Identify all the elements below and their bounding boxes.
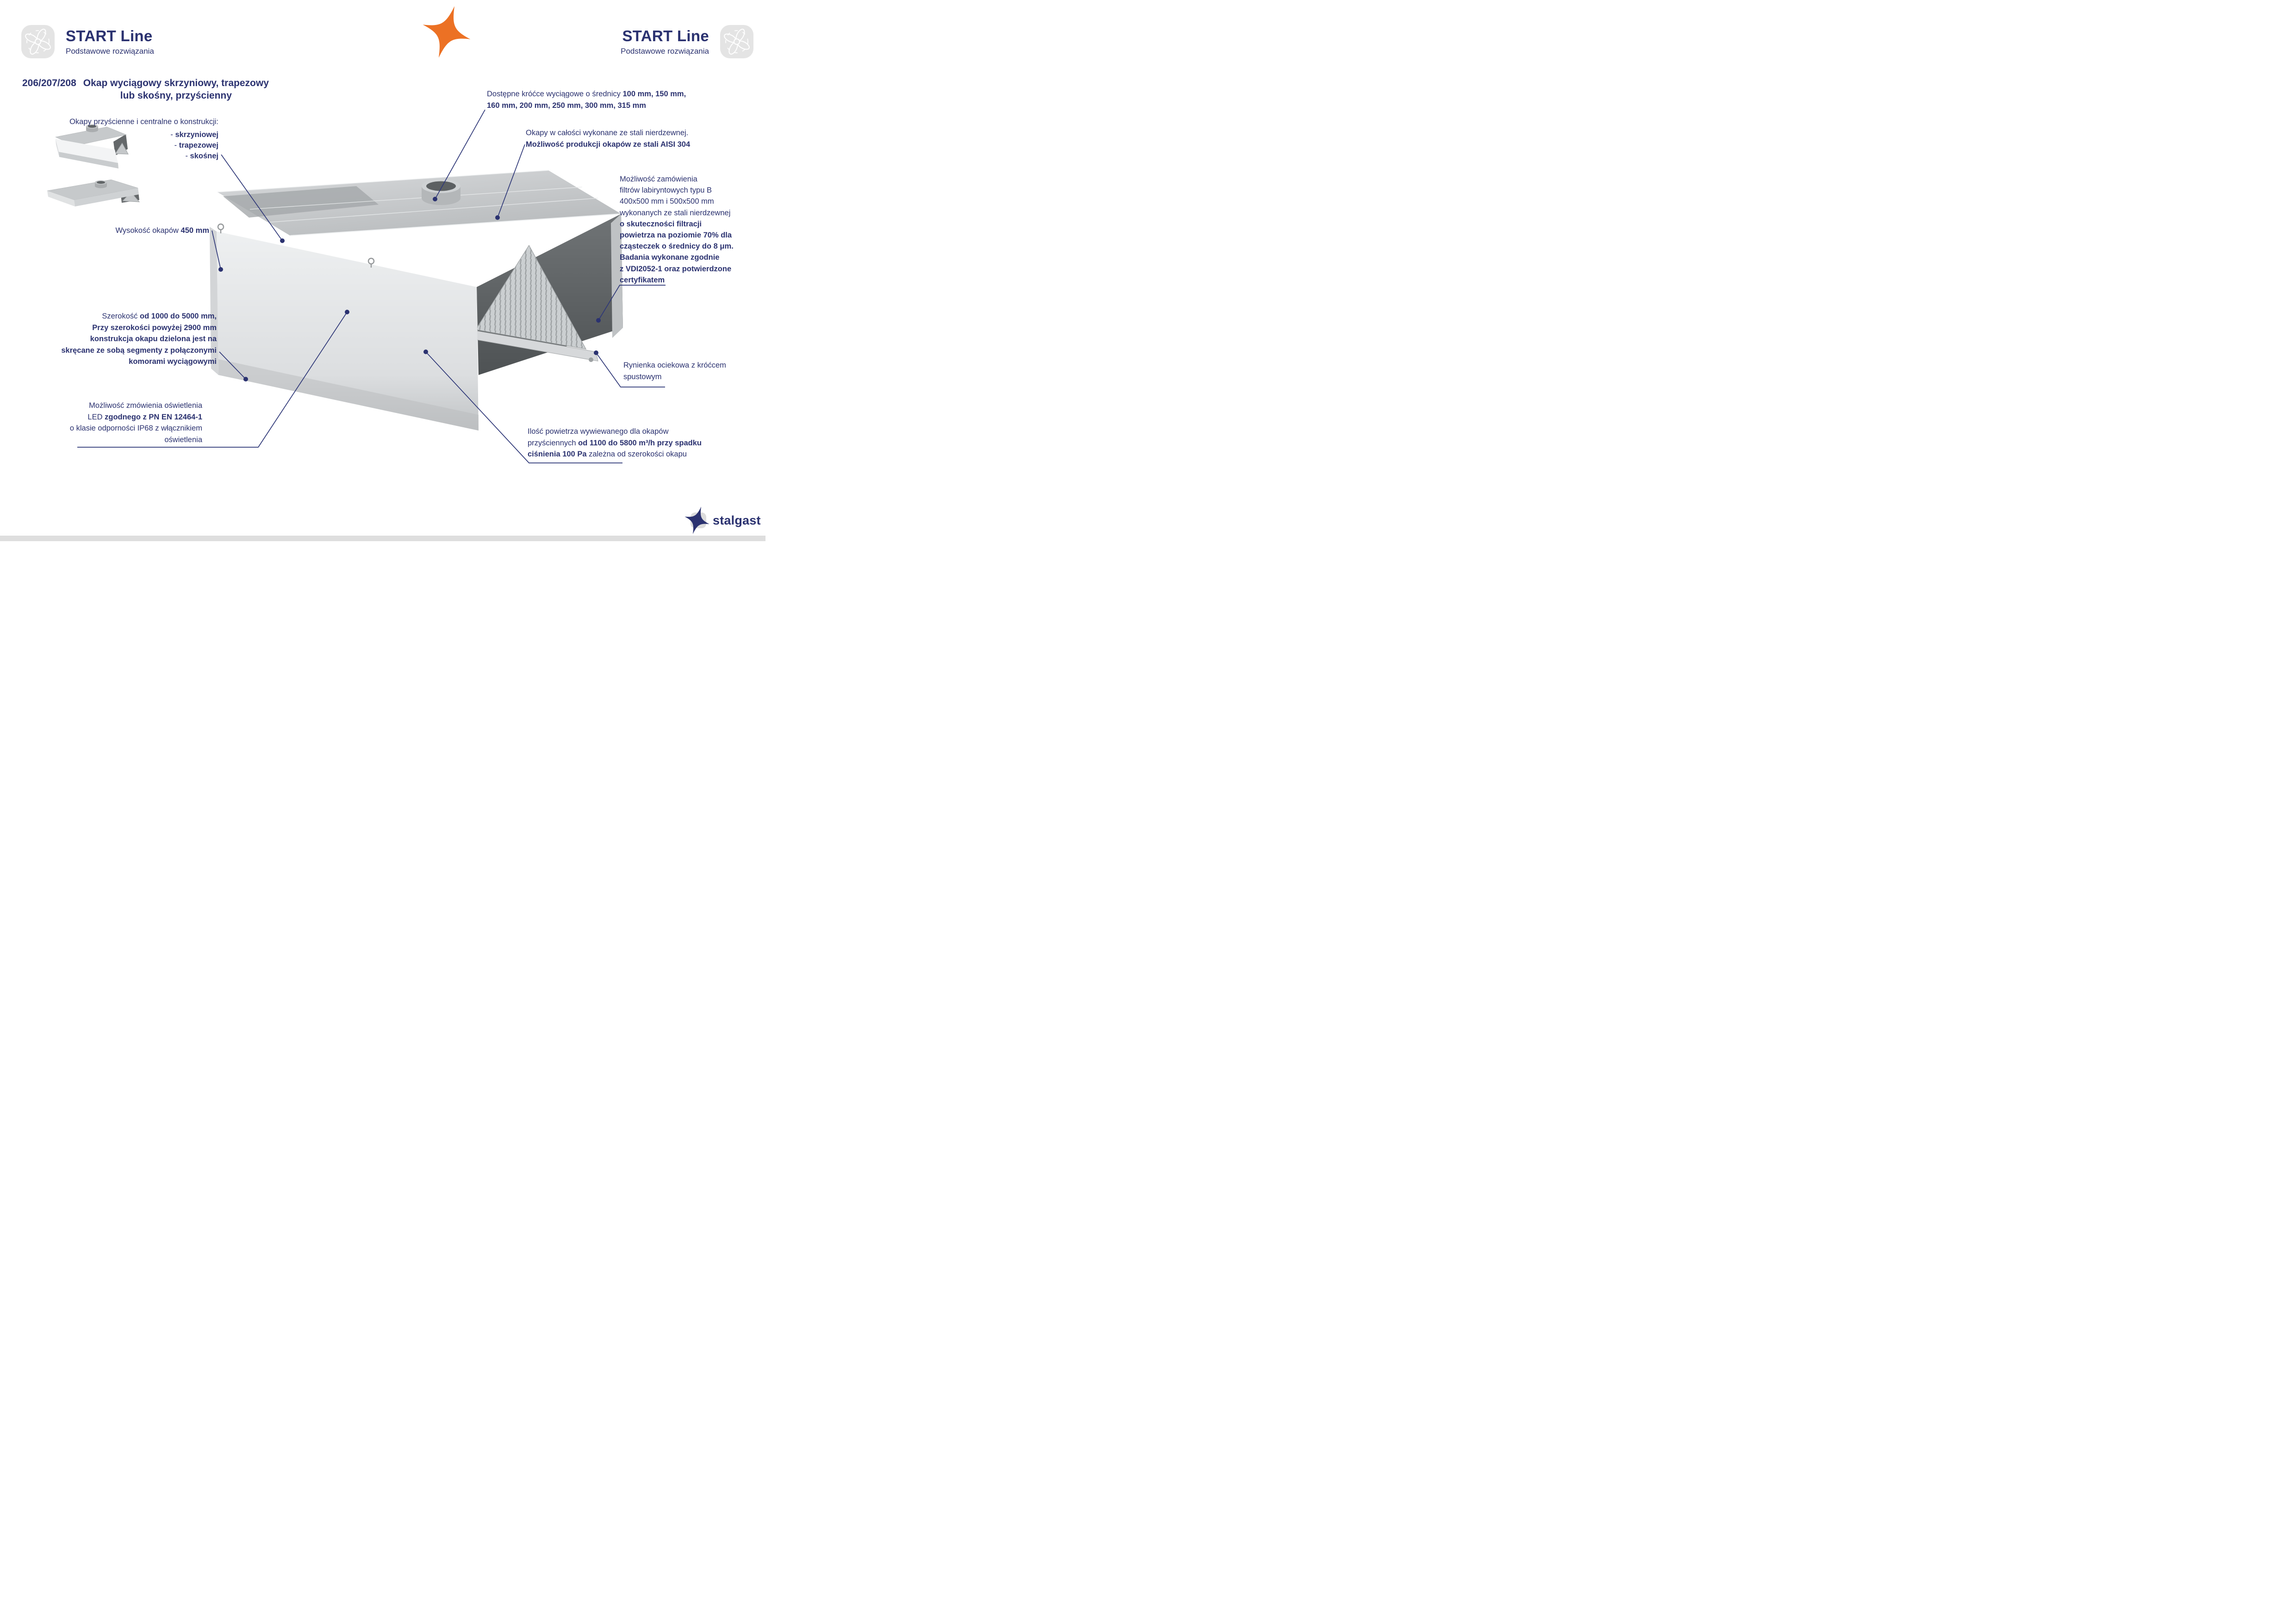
annotation-construction: Okapy przyścienne i centralne o konstrukcji: - skrzyniowej - trapezowej - skośnej — [69, 118, 218, 160]
product-title-line2: lub skośny, przyścienny — [120, 90, 232, 101]
annotation-led-lighting: Możliwość zmówienia oświetlenia LED zgodnego z PN EN 12464-1 o klasie odporności IP68 z włącznikiem oświetlenia — [69, 401, 202, 444]
header-left-text — [66, 27, 154, 56]
product-code: 206/207/208 — [22, 78, 76, 88]
catalog-page — [0, 0, 765, 541]
page-subtitle-right: Podstawowe rozwiązania — [621, 46, 709, 56]
annotation-width: Szerokość od 1000 do 5000 mm, Przy szerokości powyżej 2900 mm konstrukcja okapu dzielona jest na skręcane ze sobą segmenty z połączonymi komorami wyciągowymi — [61, 312, 217, 366]
annotation-filters: Możliwość zamówienia filtrów labiryntowych typu B 400x500 mm i 500x500 mm wykonanych ze stali nierdzewnej o skuteczności filtracji powietrza na poziomie 70% dla cząsteczek o średnicy do 8 μm. Badania wykonane zgodnie z VDI2052-1 oraz potwierdzone certyfikatem — [620, 175, 734, 284]
fan-icon — [21, 25, 55, 58]
page-subtitle: Podstawowe rozwiązania — [66, 46, 154, 56]
exhaust-collar — [422, 179, 460, 205]
bottom-bar — [0, 536, 765, 541]
stalgast-logo-icon — [682, 506, 712, 535]
footer-brand-name: stalgast — [713, 513, 761, 527]
header-right-text — [621, 27, 709, 56]
fan-icon — [720, 25, 753, 58]
hood-thumbnail-box — [42, 177, 143, 221]
header-right — [621, 25, 753, 58]
annotation-steel: Okapy w całości wykonane ze stali nierdzewnej. Możliwość produkcji okapów ze stali AISI 304 — [526, 129, 691, 149]
stalgast-star-icon — [418, 1, 475, 63]
page-title: START Line — [66, 27, 153, 44]
annotation-drip-gutter: Rynienka ociekowa z króćcem spustowym — [623, 361, 726, 381]
hood-render — [199, 157, 625, 444]
annotation-spigots: Dostępne króćce wyciągowe o średnicy 100 mm, 150 mm, 160 mm, 200 mm, 250 mm, 300 mm, 315 mm — [487, 90, 686, 110]
product-title-line1: Okap wyciągowy skrzyniowy, trapezowy — [83, 78, 269, 88]
annotation-airflow: Ilość powietrza wywiewanego dla okapów przyściennych od 1100 do 5800 m³/h przy spadku ciśnienia 100 Pa zależna od szerokości okapu — [528, 427, 702, 458]
footer-brand — [682, 506, 761, 535]
header-left — [21, 25, 154, 58]
product-heading — [22, 77, 269, 102]
page-title-right: START Line — [622, 27, 709, 44]
product-title — [83, 77, 269, 102]
drain-spout — [589, 357, 593, 362]
annotation-height: Wysokość okapów 450 mm — [115, 226, 209, 235]
